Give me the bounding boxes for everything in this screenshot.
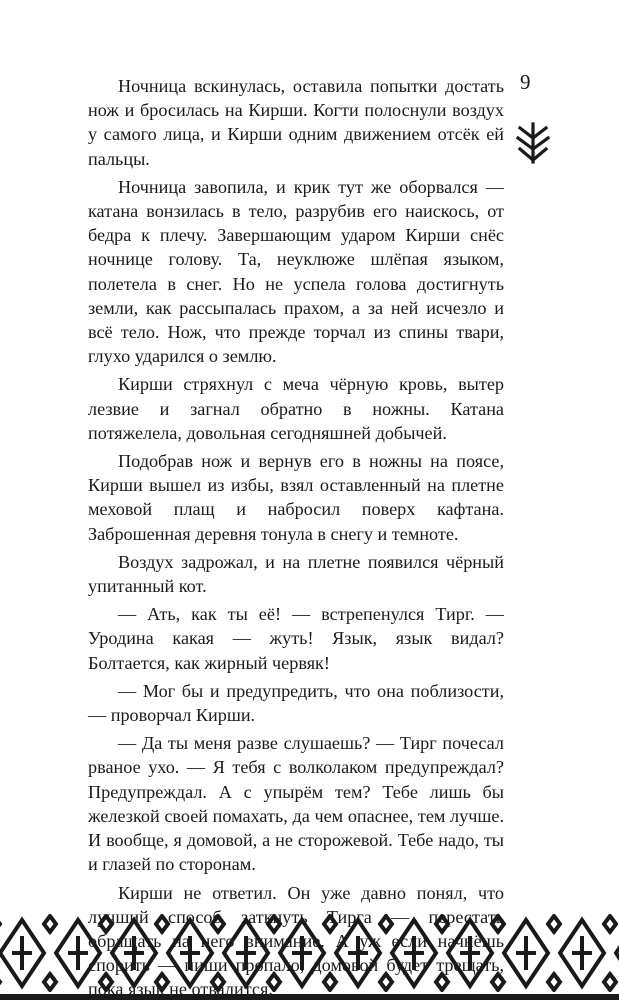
body-text — [88, 74, 504, 1006]
paragraph: — Да ты меня разве слушаешь? — Тирг почесал рваное ухо. — Я тебя с волколаком предупреждал? Предупреждал. А с упырём тем? Тебе лишь бы железкой своей помахать, да чем опаснее, тем лучше. И вообще, я домовой, а не сторожевой. Тебе надо, ты и глазей по сторонам. — [88, 733, 504, 875]
paragraph: Кирши не ответил. Он уже давно понял, что — [118, 882, 504, 903]
paragraph: Ночница завопила, и крик тут же оборвался — катана вонзилась в тело, разрубив его наискось, от бедра к плечу. Завершающим ударом Кирши снёс ночнице голову. Та, неуклюже шлёпая языком, полетела в снег. Но не успела голова достигнуть земли, как рассыпалась прахом, а за ней исчезло и всё тело. Нож, что прежде торчал из спины твари, глухо ударился о землю. — [88, 176, 504, 367]
paragraph: Ночница вскинулась, оставила попытки достать нож и бросилась на Кирши. Когти полоснули воздух у самого лица, и Кирши одним движением отсёк ей пальцы. — [88, 76, 504, 169]
paragraph: Кирши стряхнул с меча чёрную кровь, вытер лезвие и загнал обратно в ножны. Катана потяжелела, довольная сегодняшней добычей. — [88, 374, 504, 443]
bottom-folk-border-icon — [0, 914, 619, 1000]
paragraph: Воздух задрожал, и на плетне появился чёрный упитанный кот. — [88, 551, 504, 597]
page-number: 9 — [520, 70, 531, 94]
paragraph: — Ать, как ты её! — встрепенулся Тирг. — Уродина какая — жуть! Язык, язык видал? Болтается, как жирный червяк! — [88, 604, 504, 673]
paragraph: Подобрав нож и вернув его в ножны на поясе, Кирши вышел из избы, взял оставленный на плетне меховой плащ и набросил поверх кафтана. Заброшенная деревня тонула в снегу и темноте. — [88, 451, 504, 544]
folk-ornament-icon — [514, 122, 552, 164]
paragraph: — Мог бы и предупредить, что она поблизости, — проворчал Кирши. — [88, 680, 504, 726]
